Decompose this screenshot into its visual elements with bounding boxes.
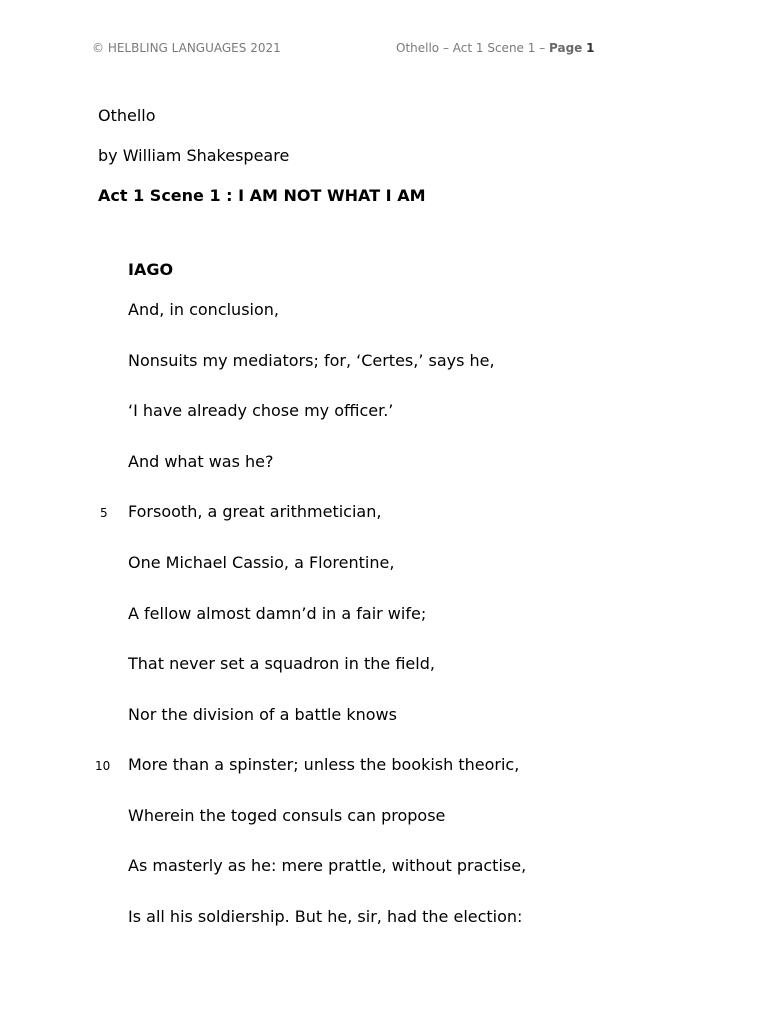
line-number-5: 5 (100, 506, 108, 520)
verse-line: A fellow almost damn’d in a fair wife; (128, 604, 427, 623)
verse-line: As masterly as he: mere prattle, without practise, (128, 856, 527, 875)
verse-line: ‘I have already chose my officer.’ (128, 401, 394, 420)
verse-line: One Michael Cassio, a Florentine, (128, 553, 395, 572)
running-title-text: Othello – Act 1 Scene 1 – (396, 41, 550, 55)
verse-line: Wherein the toged consuls can propose (128, 806, 446, 825)
verse-line: Is all his soldiership. But he, sir, had the election: (128, 907, 523, 926)
speaker-name: IAGO (128, 260, 174, 279)
copyright-notice: © HELBLING LANGUAGES 2021 (92, 41, 281, 55)
verse-line: Nonsuits my mediators; for, ‘Certes,’ says he, (128, 351, 495, 370)
verse-line: That never set a squadron in the field, (128, 654, 435, 673)
play-title: Othello (98, 106, 156, 125)
page-header (0, 41, 768, 57)
line-number-10: 10 (95, 759, 111, 773)
page-label: Page (549, 41, 583, 55)
verse-line: And what was he? (128, 452, 274, 471)
verse-line: Forsooth, a great arithmetician, (128, 502, 382, 521)
verse-line: More than a spinster; unless the bookish theoric, (128, 755, 520, 774)
author-line: by William Shakespeare (98, 146, 290, 165)
page-number: 1 (586, 41, 595, 55)
running-title (396, 41, 595, 55)
verse-line: Nor the division of a battle knows (128, 705, 397, 724)
verse-line: And, in conclusion, (128, 300, 279, 319)
scene-heading: Act 1 Scene 1 : I AM NOT WHAT I AM (98, 186, 426, 205)
